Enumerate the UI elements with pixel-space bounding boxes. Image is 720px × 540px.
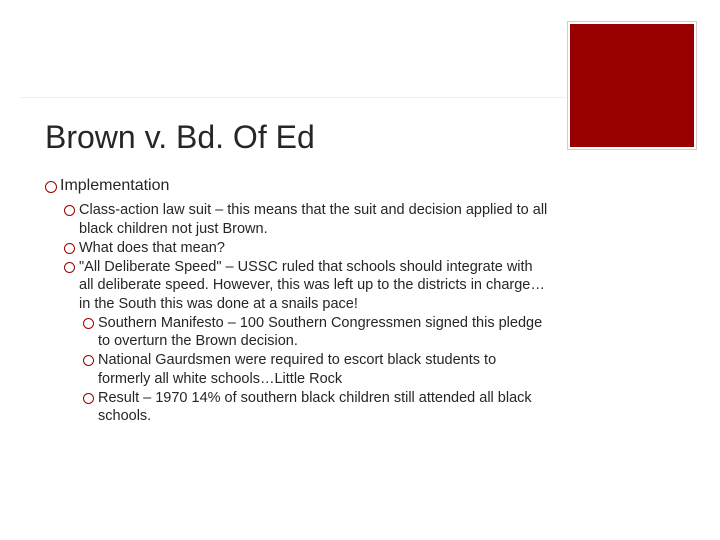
bullet-text: Result – 1970 14% of southern black children still attended all black schools. xyxy=(98,389,532,424)
bullet-text: National Gaurdsmen were required to escort black students to formerly all white schools…Little Rock xyxy=(98,352,497,387)
bullet-item-manifesto xyxy=(83,314,550,351)
bullet-text: Southern Manifesto – 100 Southern Congressmen signed this pledge to overturn the Brown decision. xyxy=(98,314,543,349)
bullet-item-guardsmen xyxy=(83,351,550,388)
bullet-item-result xyxy=(83,389,550,426)
hollow-circle-icon xyxy=(45,181,57,193)
accent-block xyxy=(567,21,697,150)
hollow-circle-icon xyxy=(83,393,94,404)
bullet-item-deliberate-speed xyxy=(64,258,550,314)
hollow-circle-icon xyxy=(64,243,75,254)
bullet-item-implementation xyxy=(45,176,550,196)
slide-title: Brown v. Bd. Of Ed xyxy=(45,119,315,155)
slide-content xyxy=(45,176,550,426)
bullet-text: Implementation xyxy=(60,177,170,194)
hollow-circle-icon xyxy=(83,355,94,366)
bullet-text: "All Deliberate Speed" – USSC ruled that schools should integrate with all deliberate speed. However, this was left up to the districts in charge…in the South this was done at a snails pace! xyxy=(79,258,545,312)
accent-block-fill xyxy=(570,24,694,147)
bullet-text: What does that mean? xyxy=(79,239,225,256)
hollow-circle-icon xyxy=(64,262,75,273)
title-divider xyxy=(20,97,565,98)
bullet-item-class-action xyxy=(64,201,550,238)
bullet-text: Class-action law suit – this means that the suit and decision applied to all black children not just Brown. xyxy=(79,202,548,237)
hollow-circle-icon xyxy=(64,205,75,216)
bullet-item-what-mean xyxy=(64,239,550,258)
hollow-circle-icon xyxy=(83,318,94,329)
